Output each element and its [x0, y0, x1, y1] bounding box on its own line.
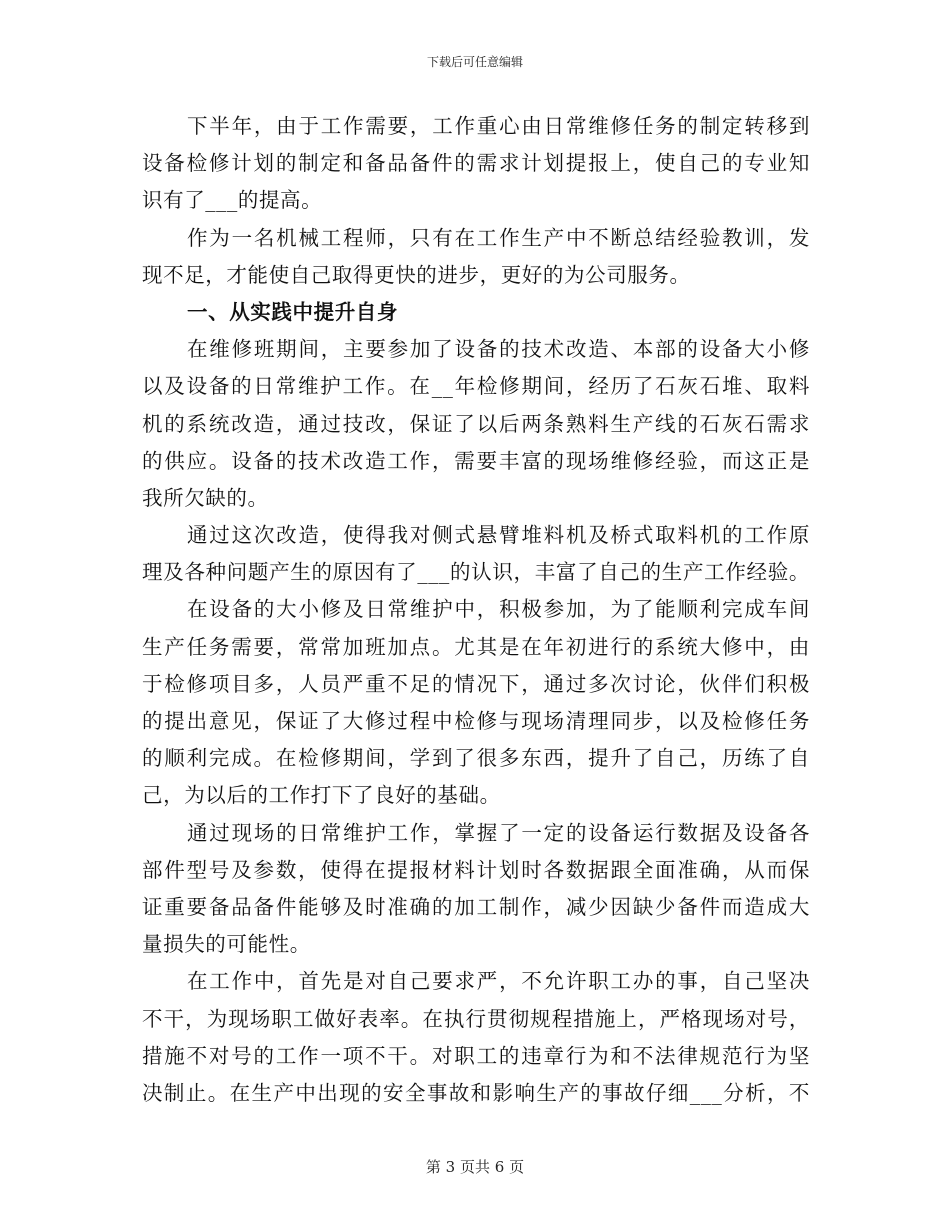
paragraph-line: 作为一名机械工程师，只有在工作生产中不断总结经验教训，发	[187, 225, 810, 250]
paragraph-line: 现不足，才能使自己取得更快的进步，更好的为公司服务。	[142, 262, 691, 287]
paragraph-line: 在设备的大小修及日常维护中，积极参加，为了能顺利完成车间	[187, 597, 810, 622]
paragraph-line: 措施不对号的工作一项不干。对职工的违章行为和不法律规范行为坚	[142, 1043, 810, 1068]
section-heading: 一、从实践中提升自身	[187, 299, 398, 324]
paragraph-line: 的顺利完成。在检修期间，学到了很多东西，提升了自己，历练了自	[142, 746, 810, 771]
paragraph-line: 不干，为现场职工做好表率。在执行贯彻规程措施上，严格现场对号，	[142, 1006, 810, 1031]
paragraph-line: 理及各种问题产生的原因有了___的认识，丰富了自己的生产工作经验。	[142, 560, 810, 585]
paragraph-line: 识有了___的提高。	[142, 188, 323, 213]
document-body	[142, 108, 810, 1112]
page-header: 下载后可任意编辑	[426, 55, 523, 69]
paragraph-line: 的提出意见，保证了大修过程中检修与现场清理同步，以及检修任务	[142, 709, 810, 733]
paragraph-line: 的供应。设备的技术改造工作，需要丰富的现场维修经验，而这正是	[142, 448, 810, 473]
paragraph-line: 部件型号及参数，使得在提报材料计划时各数据跟全面准确，从而保	[142, 857, 810, 882]
paragraph-line: 生产任务需要，常常加班加点。尤其是在年初进行的系统大修中，由	[142, 634, 810, 659]
paragraph-line: 我所欠缺的。	[142, 485, 269, 510]
paragraph-line: 量损失的可能性。	[142, 932, 311, 957]
paragraph-line: 下半年，由于工作需要，工作重心由日常维修任务的制定转移到	[187, 114, 810, 138]
paragraph-line: 机的系统改造，通过技改，保证了以后两条熟料生产线的石灰石需求	[142, 411, 810, 436]
paragraph-line: 通过现场的日常维护工作，掌握了一定的设备运行数据及设备各	[187, 820, 810, 845]
paragraph-line: 在维修班期间，主要参加了设备的技术改造、本部的设备大小修	[187, 337, 810, 362]
paragraph-line: 于检修项目多，人员严重不足的情况下，通过多次讨论，伙伴们积极	[142, 671, 810, 696]
paragraph-line: 决制止。在生产中出现的安全事故和影响生产的事故仔细___分析，不	[142, 1080, 810, 1105]
paragraph-line: 己，为以后的工作打下了良好的基础。	[142, 783, 501, 808]
paragraph-line: 以及设备的日常维护工作。在__年检修期间，经历了石灰石堆、取料	[142, 374, 810, 399]
page-footer: 第 3 页共 6 页	[425, 1158, 525, 1176]
paragraph-line: 通过这次改造，使得我对侧式悬臂堆料机及桥式取料机的工作原	[187, 523, 810, 548]
paragraph-line: 设备检修计划的制定和备品备件的需求计划提报上，使自己的专业知	[142, 151, 810, 176]
paragraph-line: 证重要备品备件能够及时准确的加工制作，减少因缺少备件而造成大	[142, 894, 810, 919]
paragraph-line: 在工作中，首先是对自己要求严，不允许职工办的事，自己坚决	[187, 969, 810, 994]
